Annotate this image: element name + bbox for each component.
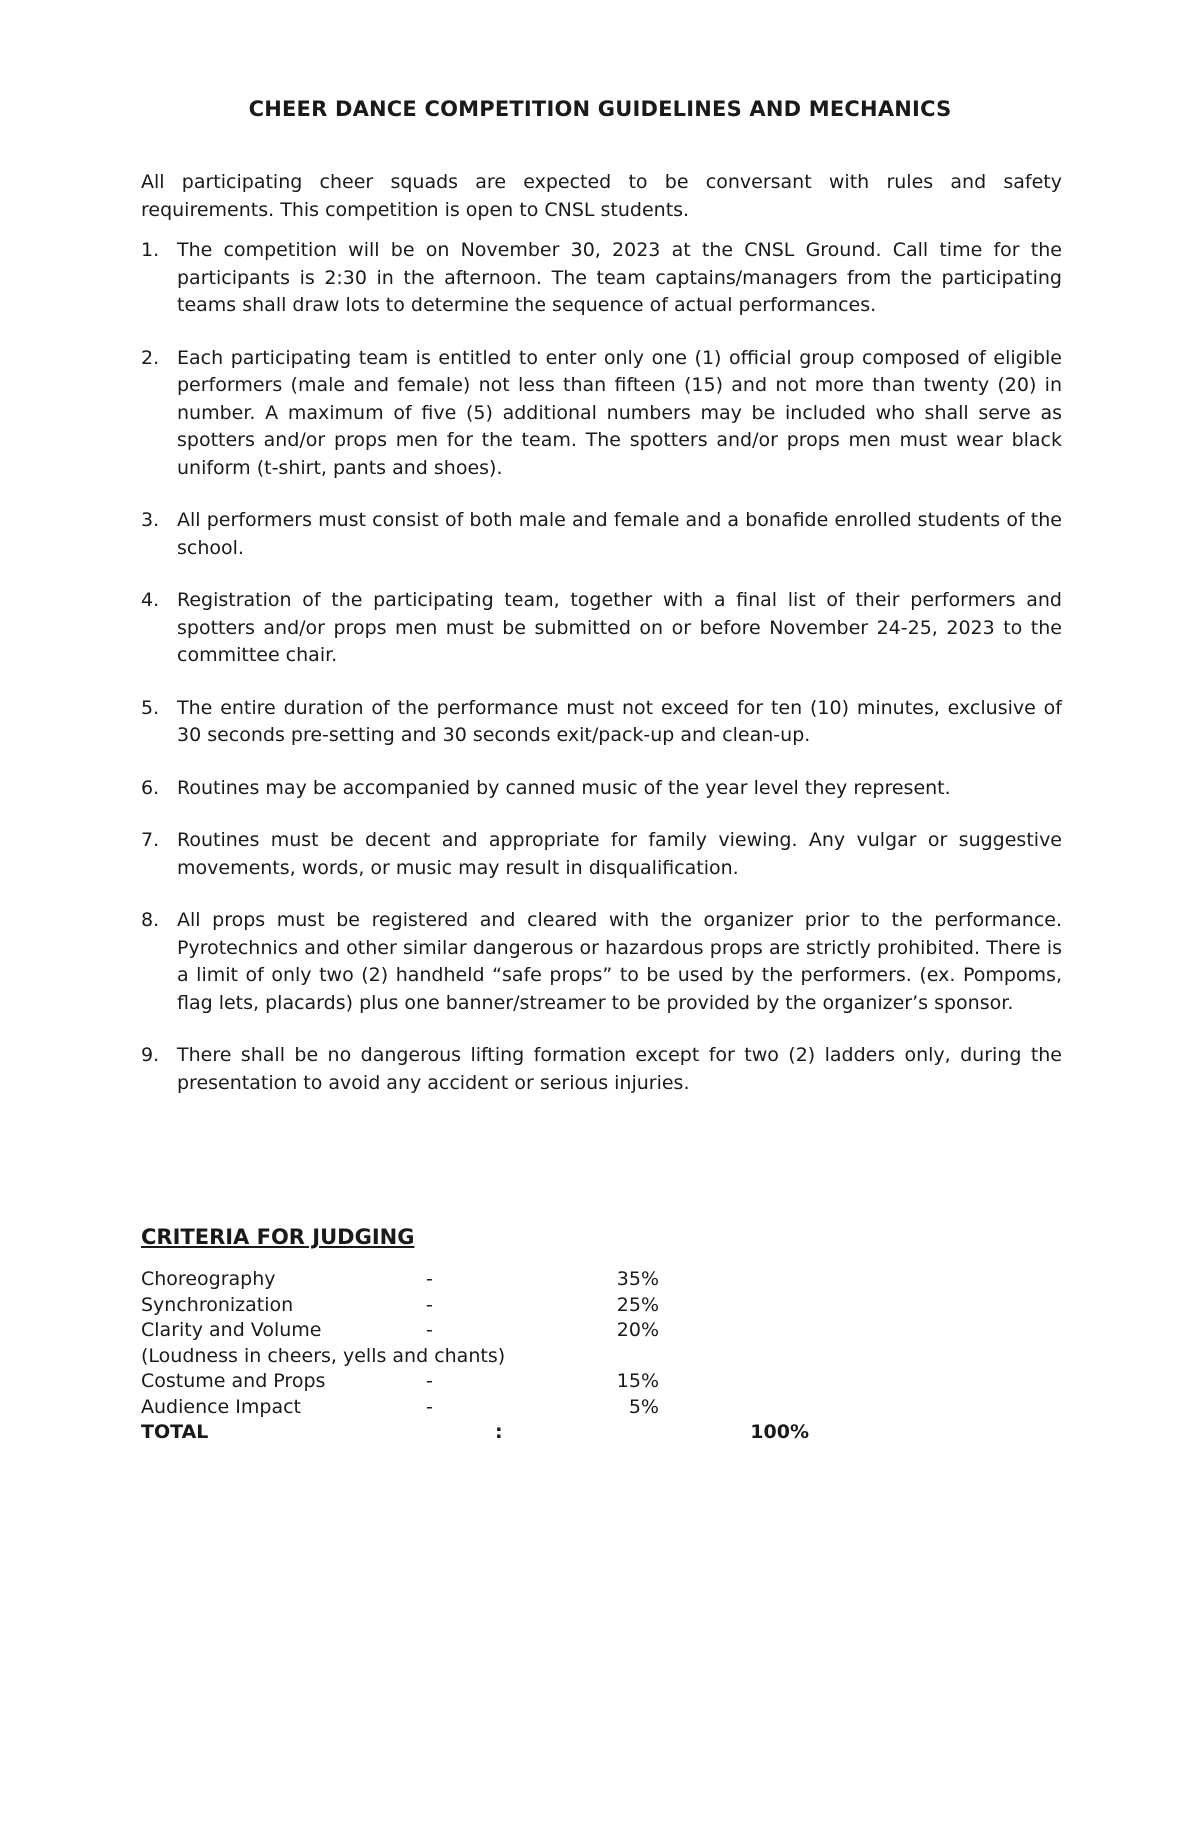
- item-text: Routines must be decent and appropriate for family viewing. Any vulgar or suggestive movements, words, or music may result in disqualification.: [177, 829, 1062, 879]
- item-number: 4.: [141, 589, 160, 611]
- item-text: Each participating team is entitled to enter only one (1) official group composed of eligible performers (male and female) not less than fifteen (15) and not more than twenty (20) in number. A maximum of five (5) additional numbers may be included who shall serve as spotters and/or props men for the team. The spotters and/or props men must wear black uniform (t-shirt, pants and shoes).: [177, 346, 1062, 479]
- criteria-separator: -: [426, 1268, 433, 1290]
- guideline-item: [141, 345, 1062, 483]
- criteria-separator: -: [426, 1319, 433, 1341]
- criteria-row: [141, 1395, 841, 1421]
- item-number: 7.: [141, 829, 160, 851]
- criteria-percent: 20%: [616, 1319, 659, 1341]
- guideline-item: [141, 1042, 1062, 1097]
- criteria-percent: 15%: [616, 1370, 659, 1392]
- total-percent: 100%: [750, 1421, 809, 1443]
- guideline-item: [141, 695, 1062, 750]
- guideline-item: [141, 907, 1062, 1017]
- guideline-item: [141, 775, 1062, 803]
- item-text: The competition will be on November 30, 2023 at the CNSL Ground. Call time for the participants is 2:30 in the afternoon. The team captains/managers from the participating teams shall draw lots to determine the sequence of actual performances.: [177, 239, 1062, 316]
- intro-paragraph: All participating cheer squads are expected to be conversant with rules and safety requirements. This competition is open to CNSL students.: [141, 171, 1062, 221]
- criteria-separator: -: [426, 1370, 433, 1392]
- criteria-separator: -: [426, 1395, 433, 1418]
- item-text: The entire duration of the performance must not exceed for ten (10) minutes, exclusive of 30 seconds pre-setting and 30 seconds exit/pack-up and clean-up.: [177, 696, 1062, 746]
- guideline-item: [141, 587, 1062, 670]
- document-title: CHEER DANCE COMPETITION GUIDELINES AND MECHANICS: [248, 97, 952, 121]
- criteria-note: (Loudness in cheers, yells and chants): [141, 1344, 506, 1367]
- criteria-percent: 25%: [616, 1293, 659, 1316]
- criteria-row: [141, 1318, 841, 1344]
- item-number: 6.: [141, 776, 160, 799]
- criteria-name: Costume and Props: [141, 1370, 326, 1392]
- item-number: 3.: [141, 509, 160, 531]
- criteria-name: Clarity and Volume: [141, 1319, 322, 1341]
- criteria-row: [141, 1267, 841, 1293]
- item-number: 2.: [141, 346, 160, 369]
- criteria-separator: -: [426, 1293, 433, 1316]
- item-text: All props must be registered and cleared with the organizer prior to the performance. Pyrotechnics and other similar dangerous or hazardous props are strictly prohibited. There is a limit of only two (2) handheld “safe props” to be used by the performers. (ex. Pompoms, flag lets, placards) plus one banner/streamer to be provided by the organizer’s sponsor.: [177, 909, 1062, 1014]
- item-text: There shall be no dangerous lifting formation except for two (2) ladders only, during the presentation to avoid any accident or serious injuries.: [177, 1044, 1062, 1094]
- criteria-name: Choreography: [141, 1268, 276, 1290]
- item-text: All performers must consist of both male and female and a bonafide enrolled students of the school.: [177, 509, 1062, 559]
- criteria-name: Synchronization: [141, 1293, 294, 1316]
- item-number: 5.: [141, 696, 160, 719]
- guidelines-list: [141, 237, 1062, 1122]
- criteria-row: [141, 1293, 841, 1319]
- item-number: 1.: [141, 239, 160, 261]
- item-number: 8.: [141, 909, 160, 931]
- criteria-percent: 35%: [616, 1268, 659, 1290]
- criteria-row-note: [141, 1344, 841, 1370]
- guideline-item: [141, 237, 1062, 320]
- item-text: Routines may be accompanied by canned music of the year level they represent.: [177, 776, 951, 799]
- total-label: TOTAL: [141, 1421, 209, 1443]
- criteria-percent: 5%: [628, 1395, 659, 1418]
- guideline-item: [141, 827, 1062, 882]
- criteria-heading: CRITERIA FOR JUDGING: [141, 1225, 415, 1249]
- item-text: Registration of the participating team, together with a final list of their performers and spotters and/or props men must be submitted on or before November 24-25, 2023 to the committee chair.: [177, 589, 1062, 666]
- guideline-item: [141, 507, 1062, 562]
- criteria-name: Audience Impact: [141, 1395, 301, 1418]
- criteria-table: [141, 1267, 841, 1446]
- total-separator: :: [495, 1421, 503, 1443]
- criteria-row: [141, 1369, 841, 1395]
- criteria-total-row: [141, 1420, 841, 1446]
- item-number: 9.: [141, 1044, 160, 1066]
